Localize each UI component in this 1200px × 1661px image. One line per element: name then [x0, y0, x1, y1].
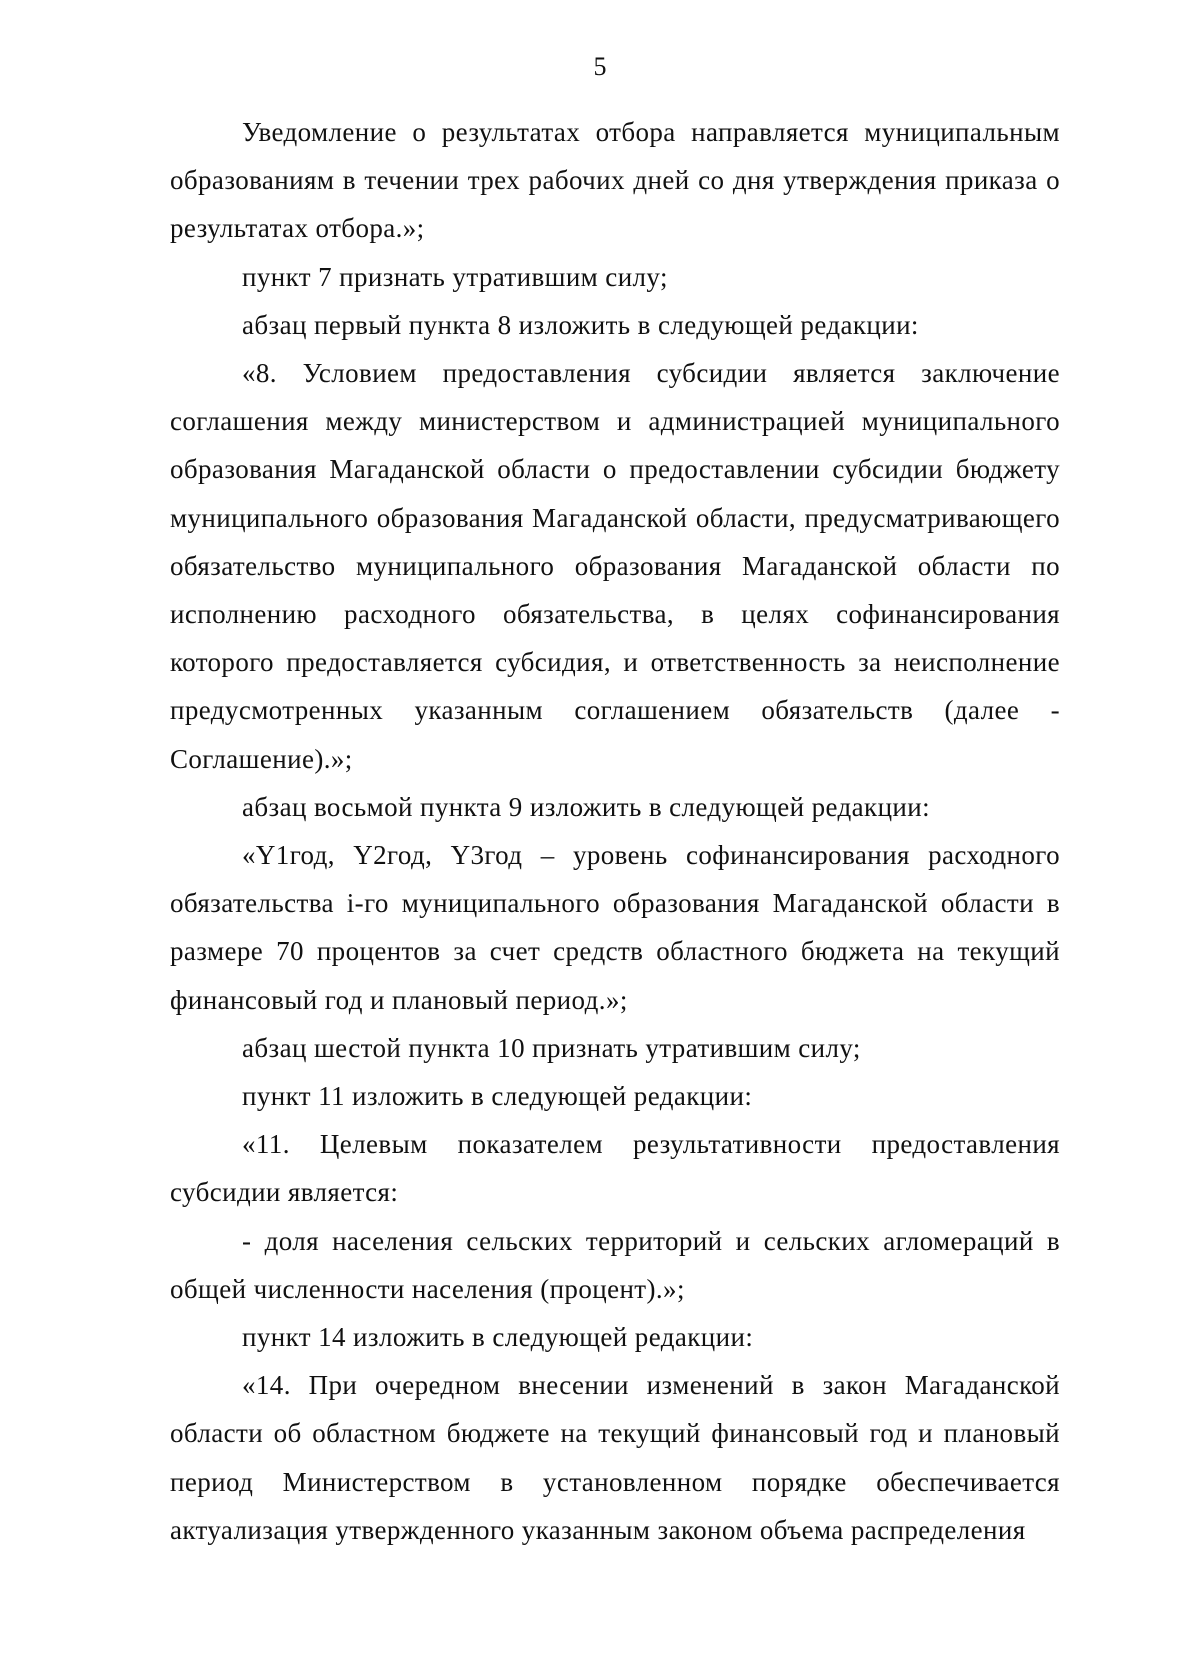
- paragraph-notification: Уведомление о результатах отбора направляется муниципальным образованиям в течении трех рабочих дней со дня утверждения приказа о результатах отбора.»;: [170, 117, 1060, 244]
- paragraph-point-11-intro: пункт 11 изложить в следующей редакции:: [242, 1081, 753, 1112]
- document-body: [170, 108, 1060, 1554]
- paragraph-point-14-text: «14. При очередном внесении изменений в закон Магаданской области об областном бюджете на текущий финансовый год и плановый период Министерством в установленном порядке обеспечивается актуализация утвержденного указанным законом объема распределения: [170, 1370, 1060, 1545]
- paragraph-point-9-text: «Y1год, Y2год, Y3год – уровень софинансирования расходного обязательства i-го муниципального образования Магаданской области в размере 70 процентов за счет средств областного бюджета на текущий финансовый год и плановый период.»;: [170, 840, 1060, 1015]
- paragraph-point-8-intro: абзац первый пункта 8 изложить в следующей редакции:: [242, 309, 919, 340]
- paragraph-point-11-indicator: - доля населения сельских территорий и сельских агломераций в общей численности населения (процент).»;: [170, 1225, 1060, 1304]
- paragraph-point-8-text: «8. Условием предоставления субсидии является заключение соглашения между министерством и администрацией муниципального образования Магаданской области о предоставлении субсидии бюджету муниципального образования Магаданской области, предусматривающего обязательство муниципального образования Магаданской области по исполнению расходного обязательства, в целях софинансирования которого предоставляется субсидия, и ответственность за неисполнение предусмотренных указанным соглашением обязательств (далее - Соглашение).»;: [170, 358, 1060, 774]
- paragraph-point-14-intro: пункт 14 изложить в следующей редакции:: [242, 1322, 754, 1353]
- paragraph-point-9-intro: абзац восьмой пункта 9 изложить в следующей редакции:: [242, 791, 931, 822]
- page-number: 5: [593, 52, 607, 81]
- paragraph-point-7: пункт 7 признать утратившим силу;: [242, 261, 668, 292]
- paragraph-point-10: абзац шестой пункта 10 признать утратившим силу;: [242, 1032, 861, 1063]
- paragraph-point-11-text: «11. Целевым показателем результативности предоставления субсидии является:: [170, 1129, 1060, 1208]
